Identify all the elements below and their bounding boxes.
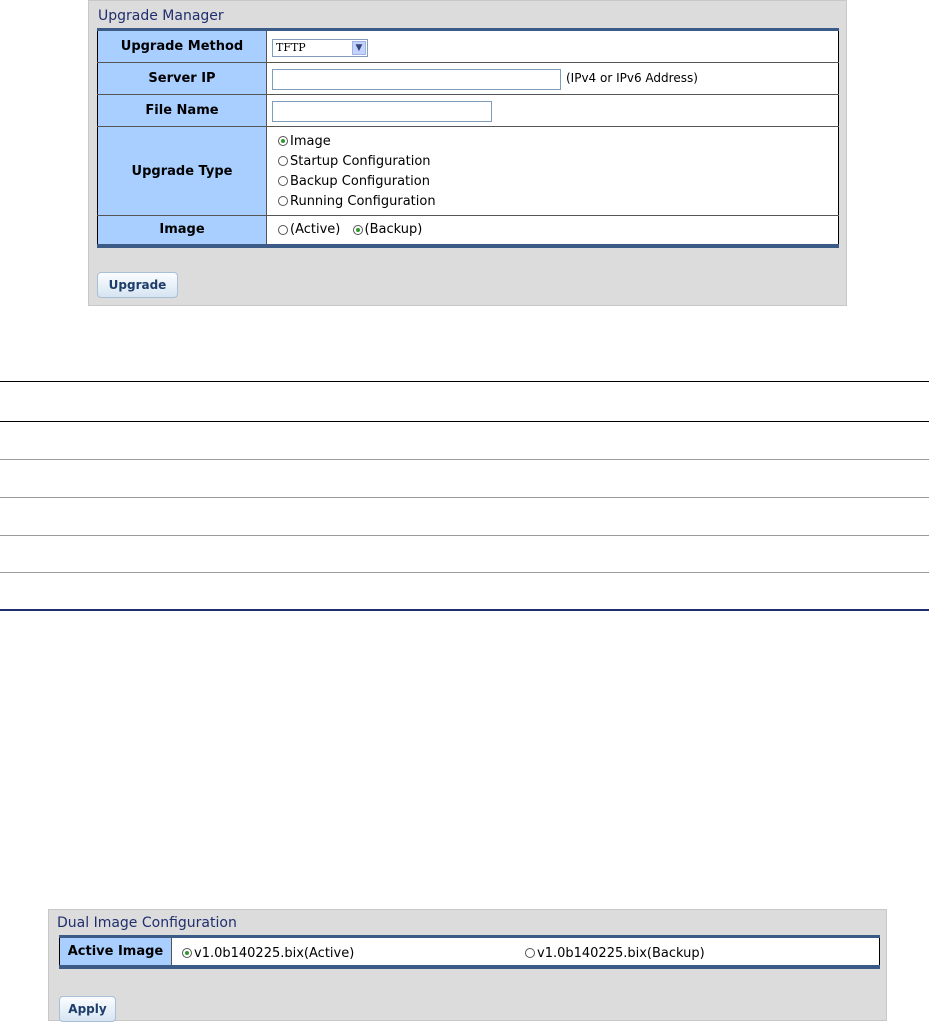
option-label: (Active)	[290, 222, 341, 238]
file-name-input[interactable]	[272, 101, 492, 122]
option-label: Backup Configuration	[290, 173, 430, 189]
panel-title: Upgrade Manager	[98, 8, 224, 24]
radio-icon[interactable]	[278, 156, 288, 166]
divider	[0, 572, 929, 573]
apply-button[interactable]: Apply	[59, 996, 116, 1022]
option-label: Running Configuration	[290, 193, 436, 209]
dual-image-table	[59, 935, 880, 969]
option-label: v1.0b140225.bix(Backup)	[537, 945, 705, 961]
option-label: (Backup)	[364, 222, 423, 238]
divider	[0, 535, 929, 536]
server-ip-label: Server IP	[98, 63, 267, 95]
image-label: Image	[98, 216, 267, 246]
image-option-backup[interactable]	[353, 220, 423, 240]
divider	[0, 381, 929, 382]
active-image-label: Active Image	[60, 937, 172, 967]
divider	[0, 459, 929, 460]
panel-title: Dual Image Configuration	[57, 915, 237, 931]
upgrade-form-table	[97, 28, 839, 248]
radio-selected-icon[interactable]	[278, 136, 288, 146]
server-ip-input[interactable]	[272, 69, 561, 90]
upgrade-method-label: Upgrade Method	[98, 30, 267, 63]
radio-icon[interactable]	[525, 948, 535, 958]
active-image-option-backup[interactable]	[525, 943, 705, 963]
option-label: Image	[290, 133, 331, 149]
divider	[0, 609, 929, 611]
upgrade-type-image[interactable]	[278, 131, 331, 151]
upgrade-method-value: TFTP	[276, 41, 306, 54]
radio-selected-icon[interactable]	[353, 225, 363, 235]
dual-image-panel	[48, 909, 887, 1021]
upgrade-type-running-config[interactable]	[278, 191, 436, 211]
upgrade-type-backup-config[interactable]	[278, 171, 430, 191]
option-label: v1.0b140225.bix(Active)	[194, 945, 355, 961]
divider	[0, 421, 929, 422]
upgrade-manager-panel	[88, 0, 847, 306]
radio-icon[interactable]	[278, 196, 288, 206]
upgrade-type-startup-config[interactable]	[278, 151, 431, 171]
radio-icon[interactable]	[278, 225, 288, 235]
upgrade-method-select[interactable]	[272, 39, 368, 57]
upgrade-type-label: Upgrade Type	[98, 127, 267, 216]
server-ip-hint: (IPv4 or IPv6 Address)	[566, 71, 698, 85]
chevron-down-icon[interactable]: ▼	[352, 41, 366, 55]
active-image-option-active[interactable]	[182, 943, 354, 963]
divider	[0, 497, 929, 498]
image-option-active[interactable]	[278, 220, 340, 240]
radio-selected-icon[interactable]	[182, 948, 192, 958]
radio-icon[interactable]	[278, 176, 288, 186]
upgrade-button[interactable]: Upgrade	[97, 272, 178, 298]
file-name-label: File Name	[98, 95, 267, 127]
option-label: Startup Configuration	[290, 153, 431, 169]
